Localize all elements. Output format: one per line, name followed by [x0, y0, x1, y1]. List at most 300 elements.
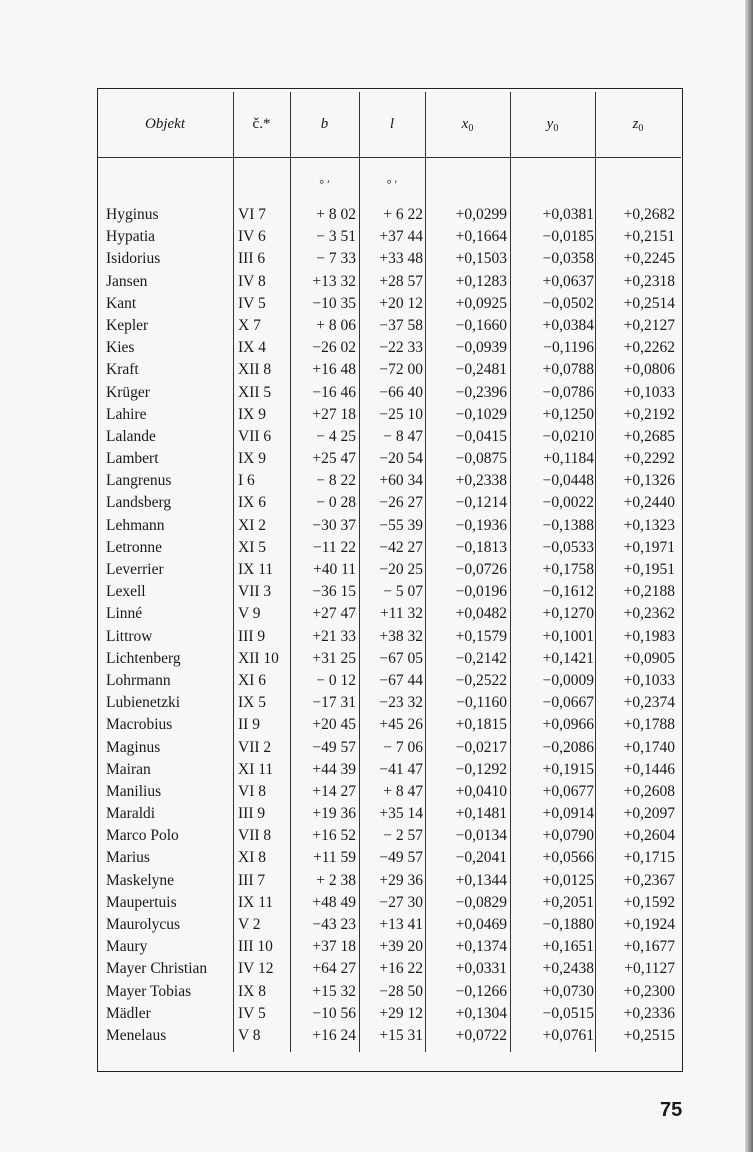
latitude-b: −10 35: [312, 294, 356, 312]
table-row: [0, 759, 753, 781]
map-section: VI 7: [238, 206, 266, 223]
coord-y0: −0,1880: [542, 916, 594, 933]
coord-y0: −0,1388: [542, 516, 594, 534]
crater-name: Lambert: [106, 450, 159, 468]
table-row: [0, 581, 753, 603]
longitude-l: +35 14: [379, 805, 423, 823]
latitude-b: −26 02: [312, 339, 356, 357]
table-row: [0, 271, 753, 293]
longitude-l: +11 32: [379, 605, 423, 623]
coord-z0: +0,0806: [623, 361, 675, 379]
crater-name: Maupertuis: [106, 893, 177, 911]
header-z0-sub: 0: [638, 123, 644, 134]
table-row: [0, 404, 753, 426]
crater-name: Hypatia: [106, 228, 156, 246]
table-row: [0, 470, 753, 492]
coord-z0: +0,2262: [623, 339, 675, 357]
coord-z0: +0,2604: [623, 827, 675, 845]
coord-z0: +0,0905: [623, 649, 675, 667]
header-x0-sub: 0: [468, 123, 474, 134]
coord-z0: +0,2127: [623, 316, 675, 334]
map-section: IX 11: [238, 561, 274, 578]
header-x0: [425, 114, 510, 134]
table-row: [0, 870, 753, 892]
crater-name: Lichtenberg: [106, 649, 181, 667]
longitude-l: −42 27: [379, 538, 423, 556]
crater-name: Maskelyne: [106, 871, 175, 889]
coord-x0: +0,1579: [455, 627, 507, 645]
latitude-b: +37 18: [312, 938, 356, 956]
map-section: X 7: [238, 316, 261, 334]
longitude-l: −72 00: [379, 361, 423, 379]
coord-z0: +0,1951: [623, 561, 675, 578]
latitude-b: +20 45: [312, 716, 356, 734]
page-number: 75: [660, 1099, 683, 1121]
longitude-l: +33 48: [379, 250, 423, 268]
map-section: III 6: [238, 250, 266, 268]
table-row: [0, 803, 753, 825]
coord-x0: +0,1815: [455, 716, 507, 734]
latitude-b: +15 32: [312, 982, 356, 1000]
latitude-b: +40 11: [312, 561, 356, 578]
crater-name: Lexell: [106, 583, 146, 601]
map-section: XI 11: [238, 760, 274, 778]
coord-x0: +0,1481: [455, 805, 507, 823]
header-z0: [595, 114, 681, 134]
latitude-b: +44 39: [312, 760, 356, 778]
longitude-l: −49 57: [379, 849, 423, 867]
coord-z0: +0,2192: [623, 405, 675, 423]
coord-y0: +0,1421: [542, 649, 594, 667]
table-body: [0, 204, 753, 1047]
longitude-l: +29 12: [379, 1004, 423, 1022]
table-row: [0, 670, 753, 692]
map-section: IV 6: [238, 228, 266, 246]
map-section: IX 9: [238, 405, 266, 423]
coord-x0: −0,2396: [455, 383, 507, 401]
latitude-b: − 4 25: [316, 427, 356, 445]
coord-z0: +0,1033: [623, 671, 675, 689]
map-section: III 7: [238, 871, 266, 889]
coord-x0: −0,2481: [455, 361, 507, 379]
map-section: III 9: [238, 627, 266, 645]
latitude-b: +31 25: [312, 649, 356, 667]
coord-z0: +0,1592: [623, 893, 675, 911]
coord-z0: +0,2336: [623, 1004, 675, 1022]
coord-y0: +0,1651: [542, 938, 594, 956]
header-y0: [510, 114, 595, 134]
crater-name: Lehmann: [106, 516, 165, 534]
crater-name: Landsberg: [106, 494, 172, 512]
table-row: [0, 626, 753, 648]
coord-y0: −0,0022: [542, 494, 594, 512]
coord-y0: +0,1184: [543, 450, 594, 468]
crater-name: Maginus: [106, 738, 161, 756]
crater-name: Kraft: [106, 361, 139, 379]
coord-y0: +0,0966: [542, 716, 594, 734]
crater-name: Isidorius: [106, 250, 161, 268]
crater-name: Mädler: [106, 1004, 151, 1022]
latitude-b: +64 27: [312, 960, 356, 978]
latitude-b: +25 47: [312, 450, 356, 468]
coord-x0: +0,1304: [455, 1004, 507, 1022]
map-section: IX 11: [238, 893, 274, 911]
longitude-l: +28 57: [379, 272, 423, 290]
latitude-b: +19 36: [312, 805, 356, 823]
coord-x0: +0,0299: [455, 206, 507, 223]
coord-x0: +0,0925: [455, 294, 507, 312]
table-row: [0, 847, 753, 869]
table-row: [0, 382, 753, 404]
header-y0-base: y: [546, 116, 554, 132]
table-row: [0, 337, 753, 359]
map-section: XI 2: [238, 516, 266, 534]
crater-name: Jansen: [106, 272, 148, 290]
crater-name: Mayer Christian: [106, 960, 208, 978]
longitude-l: −41 47: [379, 760, 423, 778]
coord-x0: −0,1660: [455, 316, 507, 334]
table-row: [0, 892, 753, 914]
header-y0-sub: 0: [553, 123, 559, 134]
coord-y0: −0,0210: [542, 427, 594, 445]
coord-x0: −0,1292: [455, 760, 507, 778]
crater-name: Maurolycus: [106, 916, 181, 933]
coord-y0: +0,0914: [542, 805, 594, 823]
longitude-l: +60 34: [379, 472, 423, 490]
coord-x0: −0,0939: [455, 339, 507, 357]
coord-y0: +0,2051: [542, 893, 594, 911]
map-section: III 9: [238, 805, 266, 823]
coord-x0: −0,1160: [456, 694, 507, 712]
longitude-l: +39 20: [379, 938, 423, 956]
unit-label-l: ° ′: [386, 177, 398, 191]
header-x0-base: x: [461, 116, 469, 132]
coord-z0: +0,2188: [623, 583, 675, 601]
map-section: XI 8: [238, 849, 266, 867]
coord-z0: +0,1033: [623, 383, 675, 401]
longitude-l: − 2 57: [383, 827, 423, 845]
latitude-b: +14 27: [312, 782, 356, 800]
coord-z0: +0,1788: [623, 716, 675, 734]
coord-y0: +0,0125: [542, 871, 594, 889]
map-section: IV 12: [238, 960, 274, 978]
longitude-l: −20 25: [379, 561, 423, 578]
coord-x0: −0,2522: [455, 671, 507, 689]
coord-y0: +0,0790: [542, 827, 594, 845]
header-cislo: č.*: [252, 116, 271, 132]
coord-y0: −0,2086: [542, 738, 594, 756]
longitude-l: −28 50: [379, 982, 423, 1000]
map-section: XI 5: [238, 538, 266, 556]
longitude-l: −20 54: [379, 450, 423, 468]
table-row: [0, 492, 753, 514]
coord-y0: +0,1270: [542, 605, 594, 623]
longitude-l: +38 32: [379, 627, 423, 645]
coord-z0: +0,1127: [624, 960, 675, 978]
coord-y0: +0,0637: [542, 272, 594, 290]
coord-x0: −0,1214: [455, 494, 507, 512]
longitude-l: −26 27: [379, 494, 423, 512]
coord-z0: +0,2515: [623, 1026, 675, 1044]
coord-y0: −0,0502: [542, 294, 594, 312]
map-section: XII 10: [238, 649, 279, 667]
coord-y0: −0,0358: [542, 250, 594, 268]
latitude-b: −16 46: [312, 383, 356, 401]
coord-z0: +0,1446: [623, 760, 675, 778]
table-row: [0, 226, 753, 248]
map-section: IX 5: [238, 694, 266, 712]
table-row: [0, 537, 753, 559]
coord-x0: +0,2338: [455, 472, 507, 490]
table-row: [0, 692, 753, 714]
coord-x0: +0,0469: [455, 916, 507, 933]
latitude-b: + 2 38: [316, 871, 356, 889]
coord-x0: −0,0875: [455, 450, 507, 468]
crater-name: Linné: [106, 605, 143, 623]
longitude-l: − 5 07: [383, 583, 423, 601]
crater-name: Hyginus: [106, 206, 159, 223]
table-row: [0, 981, 753, 1003]
coord-y0: −0,1612: [542, 583, 594, 601]
crater-name: Marco Polo: [106, 827, 179, 845]
map-section: VI 8: [238, 782, 266, 800]
longitude-l: + 8 47: [383, 782, 423, 800]
map-section: II 9: [238, 716, 260, 734]
longitude-l: −27 30: [379, 893, 423, 911]
map-section: V 8: [238, 1026, 261, 1044]
table-row: [0, 958, 753, 980]
table-row: [0, 781, 753, 803]
coord-y0: +0,1758: [542, 561, 594, 578]
longitude-l: −22 33: [379, 339, 423, 357]
coord-x0: −0,0726: [455, 561, 507, 578]
header-z0-base: z: [632, 116, 639, 132]
table-row: [0, 559, 753, 581]
coord-x0: −0,1266: [455, 982, 507, 1000]
coord-z0: +0,2245: [623, 250, 675, 268]
crater-name: Maraldi: [106, 805, 156, 823]
table-row: [0, 1025, 753, 1047]
coord-z0: +0,2318: [623, 272, 675, 290]
coord-y0: −0,0515: [542, 1004, 594, 1022]
crater-name: Leverrier: [106, 561, 164, 578]
latitude-b: − 7 33: [316, 250, 356, 268]
coord-z0: +0,2367: [623, 871, 675, 889]
table-row: [0, 714, 753, 736]
coord-z0: +0,1715: [623, 849, 675, 867]
coord-z0: +0,2151: [623, 228, 675, 246]
crater-name: Kies: [106, 339, 135, 357]
map-section: XII 5: [238, 383, 272, 401]
map-section: I 6: [238, 472, 255, 490]
latitude-b: +16 52: [312, 827, 356, 845]
coord-y0: −0,0533: [542, 538, 594, 556]
latitude-b: − 8 22: [316, 472, 356, 490]
longitude-l: +45 26: [379, 716, 423, 734]
coord-x0: +0,1664: [455, 228, 507, 246]
coord-z0: +0,1323: [623, 516, 675, 534]
crater-name: Lohrmann: [106, 671, 171, 689]
latitude-b: − 0 28: [316, 494, 356, 512]
map-section: IX 9: [238, 450, 266, 468]
table-row: [0, 293, 753, 315]
coord-z0: +0,2097: [623, 805, 675, 823]
latitude-b: −10 56: [312, 1004, 356, 1022]
latitude-b: − 0 12: [316, 671, 356, 689]
coord-y0: −0,1196: [543, 339, 594, 357]
crater-name: Letronne: [106, 538, 162, 556]
crater-name: Lahire: [106, 405, 147, 423]
coord-x0: +0,1374: [455, 938, 507, 956]
map-section: XI 6: [238, 671, 266, 689]
map-section: IV 5: [238, 294, 266, 312]
latitude-b: −49 57: [312, 738, 356, 756]
latitude-b: +27 47: [312, 605, 356, 623]
coord-z0: +0,2374: [623, 694, 675, 712]
table-row: [0, 825, 753, 847]
coord-y0: +0,0677: [542, 782, 594, 800]
coord-z0: +0,2682: [623, 206, 675, 223]
crater-name: Lalande: [106, 427, 156, 445]
coord-x0: +0,1503: [455, 250, 507, 268]
longitude-l: +16 22: [379, 960, 423, 978]
crater-name: Kant: [106, 294, 137, 312]
coord-x0: +0,0410: [455, 782, 507, 800]
longitude-l: −67 05: [379, 649, 423, 667]
crater-name: Maury: [106, 938, 148, 956]
table-row: [0, 426, 753, 448]
map-section: VII 3: [238, 583, 272, 601]
latitude-b: +13 32: [312, 272, 356, 290]
coord-z0: +0,2440: [623, 494, 675, 512]
coord-y0: +0,1250: [542, 405, 594, 423]
longitude-l: + 6 22: [383, 206, 423, 223]
crater-name: Manilius: [106, 782, 162, 800]
crater-name: Krüger: [106, 383, 150, 401]
coord-x0: −0,0196: [455, 583, 507, 601]
longitude-l: −23 32: [379, 694, 423, 712]
latitude-b: −11 22: [312, 538, 356, 556]
header-b: b: [320, 116, 329, 132]
header-l: l: [389, 116, 395, 132]
coord-x0: −0,1813: [455, 538, 507, 556]
longitude-l: − 7 06: [383, 738, 423, 756]
coord-y0: +0,0788: [542, 361, 594, 379]
coord-y0: +0,2438: [542, 960, 594, 978]
map-section: VII 8: [238, 827, 272, 845]
coord-x0: +0,0331: [455, 960, 507, 978]
coord-x0: +0,1344: [455, 871, 507, 889]
table-row: [0, 936, 753, 958]
header-rule: [97, 157, 681, 158]
latitude-b: +16 24: [312, 1026, 356, 1044]
latitude-b: + 8 02: [316, 206, 356, 223]
table-row: [0, 448, 753, 470]
crater-name: Menelaus: [106, 1026, 167, 1044]
coord-z0: +0,1326: [623, 472, 675, 490]
table-row: [0, 914, 753, 936]
crater-name: Mairan: [106, 760, 151, 778]
map-section: VII 6: [238, 427, 272, 445]
longitude-l: +37 44: [379, 228, 423, 246]
latitude-b: −30 37: [312, 516, 356, 534]
longitude-l: +13 41: [379, 916, 423, 933]
coord-y0: +0,1001: [542, 627, 594, 645]
table-row: [0, 248, 753, 270]
table-row: [0, 603, 753, 625]
coord-y0: +0,0761: [542, 1026, 594, 1044]
coord-z0: +0,2608: [623, 782, 675, 800]
coord-y0: +0,0730: [542, 982, 594, 1000]
crater-name: Lubienetzki: [106, 694, 181, 712]
map-section: IV 5: [238, 1004, 266, 1022]
longitude-l: −25 10: [379, 405, 423, 423]
coord-x0: −0,0217: [455, 738, 507, 756]
latitude-b: +11 59: [312, 849, 356, 867]
latitude-b: +21 33: [312, 627, 356, 645]
coord-y0: +0,0381: [542, 206, 594, 223]
coord-x0: −0,0829: [455, 893, 507, 911]
unit-label-b: ° ′: [319, 177, 330, 191]
crater-name: Mayer Tobias: [106, 982, 192, 1000]
header-objekt: Objekt: [145, 116, 185, 132]
coord-z0: +0,2362: [623, 605, 675, 623]
coord-z0: +0,2685: [623, 427, 675, 445]
coord-z0: +0,1983: [623, 627, 675, 645]
longitude-l: −55 39: [379, 516, 423, 534]
longitude-l: −67 44: [379, 671, 423, 689]
map-section: VII 2: [238, 738, 272, 756]
crater-name: Littrow: [106, 627, 153, 645]
crater-name: Langrenus: [106, 472, 172, 490]
longitude-l: +15 31: [379, 1026, 423, 1044]
latitude-b: −17 31: [312, 694, 356, 712]
coord-z0: +0,1677: [623, 938, 675, 956]
coord-x0: −0,2041: [455, 849, 507, 867]
latitude-b: − 3 51: [316, 228, 356, 246]
latitude-b: +16 48: [312, 361, 356, 379]
table-row: [0, 1003, 753, 1025]
map-section: IX 4: [238, 339, 266, 357]
latitude-b: + 8 06: [316, 316, 356, 334]
coord-z0: +0,2292: [623, 450, 675, 468]
coord-x0: −0,1029: [455, 405, 507, 423]
map-section: IX 8: [238, 982, 266, 1000]
coord-y0: −0,0185: [542, 228, 594, 246]
coord-x0: +0,0722: [455, 1026, 507, 1044]
crater-name: Macrobius: [106, 716, 173, 734]
coord-x0: −0,0134: [455, 827, 507, 845]
coord-y0: −0,0667: [542, 694, 594, 712]
latitude-b: +48 49: [312, 893, 356, 911]
crater-name: Kepler: [106, 316, 149, 334]
longitude-l: −37 58: [379, 316, 423, 334]
coord-x0: +0,1283: [455, 272, 507, 290]
coord-x0: −0,1936: [455, 516, 507, 534]
coord-x0: −0,2142: [455, 649, 507, 667]
coord-x0: +0,0482: [455, 605, 507, 623]
table-row: [0, 515, 753, 537]
map-section: XII 8: [238, 361, 272, 379]
coord-z0: +0,2300: [623, 982, 675, 1000]
map-section: V 2: [238, 916, 261, 933]
coord-y0: −0,0448: [542, 472, 594, 490]
table-row: [0, 359, 753, 381]
coord-x0: −0,0415: [455, 427, 507, 445]
coord-z0: +0,1924: [623, 916, 675, 933]
coord-y0: +0,0566: [542, 849, 594, 867]
longitude-l: +29 36: [379, 871, 423, 889]
